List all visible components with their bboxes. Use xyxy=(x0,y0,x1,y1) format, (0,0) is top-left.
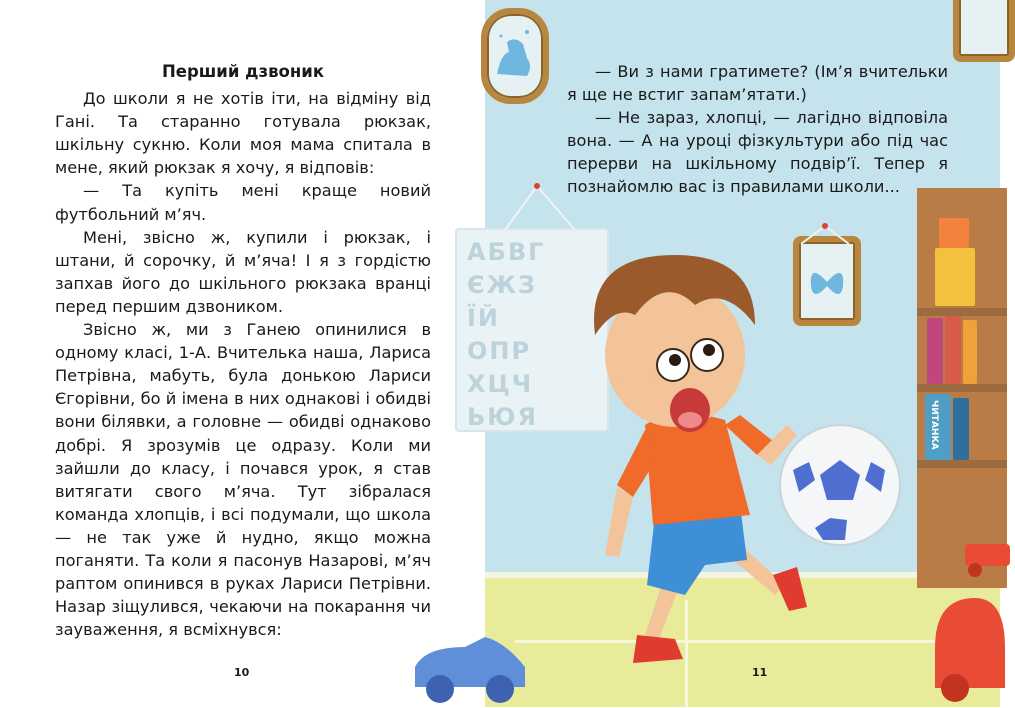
corner-picture-frame xyxy=(953,0,1015,62)
unicorn-picture-frame xyxy=(481,8,549,104)
toy-car-red-icon xyxy=(915,588,1005,708)
shelf xyxy=(917,460,1007,468)
football-icon xyxy=(775,420,905,550)
page-number-left: 10 xyxy=(234,666,250,679)
left-page xyxy=(0,0,485,707)
toy-block xyxy=(935,248,975,306)
paragraph: Мені, звісно ж, купили і рюкзак, і штани, й сорочку, й м’яча! І я з гордістю запхав його до шкільного рюкзака вранці перед першим дзвоником. xyxy=(55,227,431,316)
shelf xyxy=(917,384,1007,392)
book xyxy=(963,320,977,384)
paragraph: — Та купіть мені краще новий футбольний м’яч. xyxy=(55,181,431,224)
book xyxy=(945,316,961,384)
right-page-text xyxy=(567,60,948,199)
left-page-text xyxy=(55,60,431,641)
book-chytanka xyxy=(925,394,951,460)
paragraph: Звісно ж, ми з Ганею опинилися в одному класі, 1-А. Вчителька наша, Лариса Петрівна, мабуть, була донькою Лариси Єгорівни, бо й імена в них однакові і обидві вони білявки, а головне — обидві однаково добрі. Я зрозумів це одразу. Коли ми зайшли до класу, і почався урок, я став витягати свого м’яча. Тут зібралася команда хлопців, і всі подумали, що школа — не так уже й нудно, якщо можна поганяти. Та коли я пасонув Назарові, м’яч раптом опинився в руках Лариси Петрівни. Назар зіщулився, чекаючи на покарання чи зауваження, я всміхнувся: xyxy=(55,320,431,640)
bookshelf xyxy=(917,188,1007,588)
paragraph: До школи я не хотів іти, на відміну від Гані. Та старанно готувала рюкзак, шкільну сукню. Коли моя мама спитала в мене, який рюкзак я хочу, я відповів: xyxy=(55,89,431,178)
paragraph: — Не зараз, хлопці, — лагідно відповіла вона. — А на уроці фізкультури або під час перерви на шкільному подвір’ї. Тепер я познайомлю вас із правилами школи... xyxy=(567,108,948,197)
book-spine-label: ЧИТАНКА xyxy=(929,400,939,450)
toy-car-icon xyxy=(405,617,535,707)
page-number-right: 11 xyxy=(752,666,768,679)
toy-block xyxy=(939,218,969,248)
paragraph: — Ви з нами гратимете? (Ім’я вчительки я ще не встиг запам’ятати.) xyxy=(567,62,948,105)
book xyxy=(927,318,943,384)
unicorn-icon xyxy=(487,14,543,98)
chapter-title: Перший дзвоник xyxy=(161,62,325,81)
book xyxy=(953,398,969,460)
alphabet-letters: АБВГ ЄЖЗ ЇЙ ОПР ХЦЧ ЬЮЯ xyxy=(467,238,546,431)
toy-truck-icon xyxy=(955,530,1015,580)
shelf xyxy=(917,308,1007,316)
right-page xyxy=(467,0,1000,707)
